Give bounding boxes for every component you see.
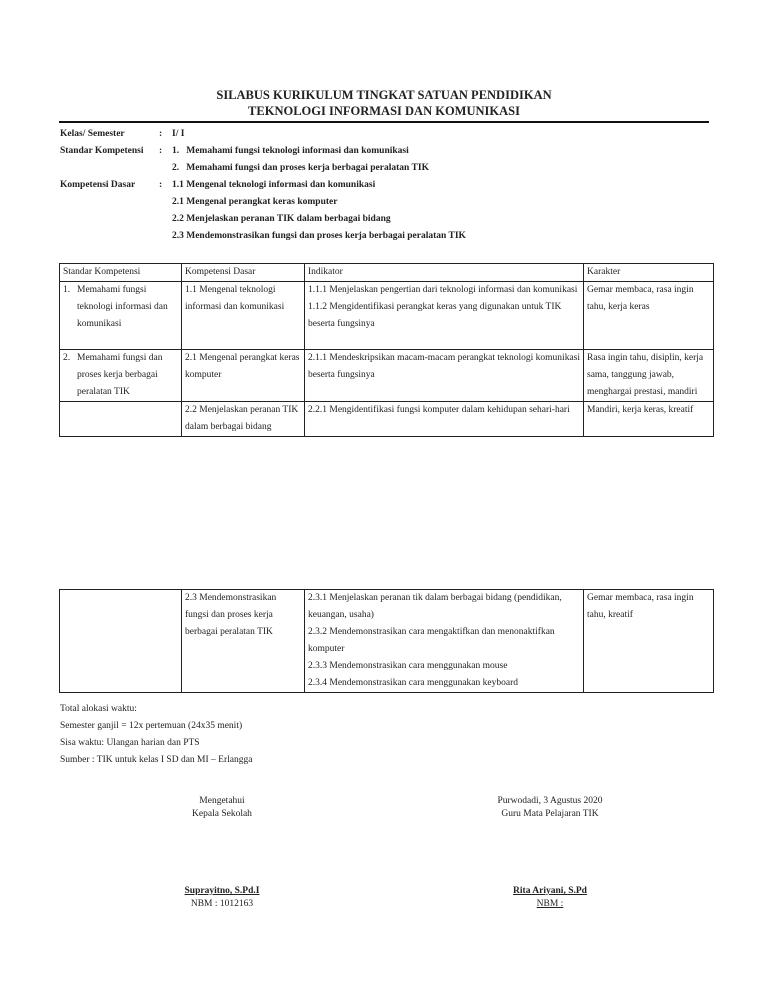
sk-number: 2. (63, 353, 71, 363)
th-karakter: Karakter (584, 264, 714, 282)
cell-sk-empty (60, 402, 182, 437)
indikator-item: 1.1.1 Menjelaskan pengertian dari teknologi informasi dan komunikasi (308, 285, 578, 295)
cell-karakter: Gemar membaca, rasa ingin tahu, kreatif (584, 590, 714, 693)
cell-sk-empty (60, 590, 182, 693)
cell-kd: 2.2 Menjelaskan peranan TIK dalam berbagai bidang (182, 402, 305, 437)
th-indikator: Indikator (305, 264, 584, 282)
sig-left-name-wrap (122, 886, 322, 896)
syllabus-table (59, 263, 714, 437)
sig-left-line2: Kepala Sekolah (192, 809, 252, 819)
cell-sk (60, 282, 182, 350)
kelas-value: I/ I (172, 129, 185, 139)
sig-right-line1: Purwodadi, 3 Agustus 2020 (497, 796, 603, 806)
kd-item-1: 1.1 Mengenal teknologi informasi dan komunikasi (172, 180, 376, 190)
cell-indikator (305, 590, 584, 693)
sig-left-id: NBM : 1012163 (190, 899, 254, 909)
document-title-line2: TEKNOLOGI INFORMASI DAN KOMUNIKASI (248, 104, 520, 118)
sig-right-id: NBM : (536, 899, 564, 909)
kelas-label: Kelas/ Semester (60, 129, 125, 139)
table-row (60, 350, 714, 402)
document-title-line1: SILABUS KURIKULUM TINGKAT SATUAN PENDIDIKAN (216, 88, 552, 102)
sk-item-1: 1. Memahami fungsi teknologi informasi dan komunikasi (172, 146, 409, 156)
kd-item-3: 2.2 Menjelaskan peranan TIK dalam berbagai bidang (172, 214, 391, 224)
sk-text: Memahami fungsi teknologi informasi dan komunikasi (77, 285, 168, 329)
sig-left-line1: Mengetahui (199, 796, 245, 806)
sk-text: Memahami fungsi dan proses kerja berbagai peralatan TIK (77, 353, 163, 397)
table-row (60, 590, 714, 693)
cell-indikator: 2.2.1 Mengidentifikasi fungsi komputer dalam kehidupan sehari-hari (305, 402, 584, 437)
title-rule (59, 121, 709, 123)
cell-karakter: Mandiri, kerja keras, kreatif (584, 402, 714, 437)
table-row (60, 402, 714, 437)
th-standar-kompetensi: Standar Kompetensi (60, 264, 182, 282)
table-header-row (60, 264, 714, 282)
cell-indikator (305, 282, 584, 350)
cell-kd: 2.1 Mengenal perangkat keras komputer (182, 350, 305, 402)
sig-right-line2: Guru Mata Pelajaran TIK (501, 809, 599, 819)
sig-left-name: Suprayitno, S.Pd.I (184, 886, 260, 896)
sig-right-name: Rita Ariyani, S.Pd (513, 886, 587, 896)
indikator-item: 2.3.2 Mendemonstrasikan cara mengaktifkan dan menonaktifkan komputer (308, 627, 555, 654)
table-row (60, 282, 714, 350)
sig-right-name-wrap (450, 886, 650, 896)
footer-line: Sumber : TIK untuk kelas I SD dan MI – Erlangga (60, 755, 253, 765)
kd-colon: : (159, 180, 163, 190)
indikator-item: 2.3.3 Mendemonstrasikan cara menggunakan mouse (308, 661, 508, 671)
cell-sk (60, 350, 182, 402)
cell-karakter: Gemar membaca, rasa ingin tahu, kerja keras (584, 282, 714, 350)
syllabus-table-continued (59, 589, 714, 693)
cell-kd: 1.1 Mengenal teknologi informasi dan komunikasi (182, 282, 305, 350)
sk-number: 1. (63, 285, 71, 295)
th-kompetensi-dasar: Kompetensi Dasar (182, 264, 305, 282)
cell-indikator: 2.1.1 Mendeskripsikan macam-macam perangkat teknologi komunikasi beserta fungsinya (305, 350, 584, 402)
kd-label: Kompetensi Dasar (60, 180, 136, 190)
sk-colon: : (159, 146, 163, 156)
indikator-item: 2.3.1 Menjelaskan peranan tik dalam berbagai bidang (pendidikan, keuangan, usaha) (308, 593, 562, 620)
kelas-colon: : (159, 129, 163, 139)
sk-label: Standar Kompetensi (60, 146, 144, 156)
indikator-item: 2.3.4 Mendemonstrasikan cara menggunakan keyboard (308, 678, 518, 688)
kd-item-4: 2.3 Mendemonstrasikan fungsi dan proses kerja berbagai peralatan TIK (172, 231, 466, 241)
footer-line: Sisa waktu: Ulangan harian dan PTS (60, 738, 200, 748)
footer-line: Semester ganjil = 12x pertemuan (24x35 menit) (60, 721, 243, 731)
kd-item-2: 2.1 Mengenal perangkat keras komputer (172, 197, 338, 207)
footer-line: Total alokasi waktu: (60, 704, 137, 714)
cell-karakter: Rasa ingin tahu, disiplin, kerja sama, tanggung jawab, menghargai prestasi, mandiri (584, 350, 714, 402)
sig-right-id-wrap (450, 899, 650, 909)
cell-kd: 2.3 Mendemonstrasikan fungsi dan proses kerja berbagai peralatan TIK (182, 590, 305, 693)
indikator-item: 1.1.2 Mengidentifikasi perangkat keras yang digunakan untuk TIK beserta fungsinya (308, 302, 562, 329)
sk-item-2: 2. Memahami fungsi dan proses kerja berbagai peralatan TIK (172, 163, 429, 173)
